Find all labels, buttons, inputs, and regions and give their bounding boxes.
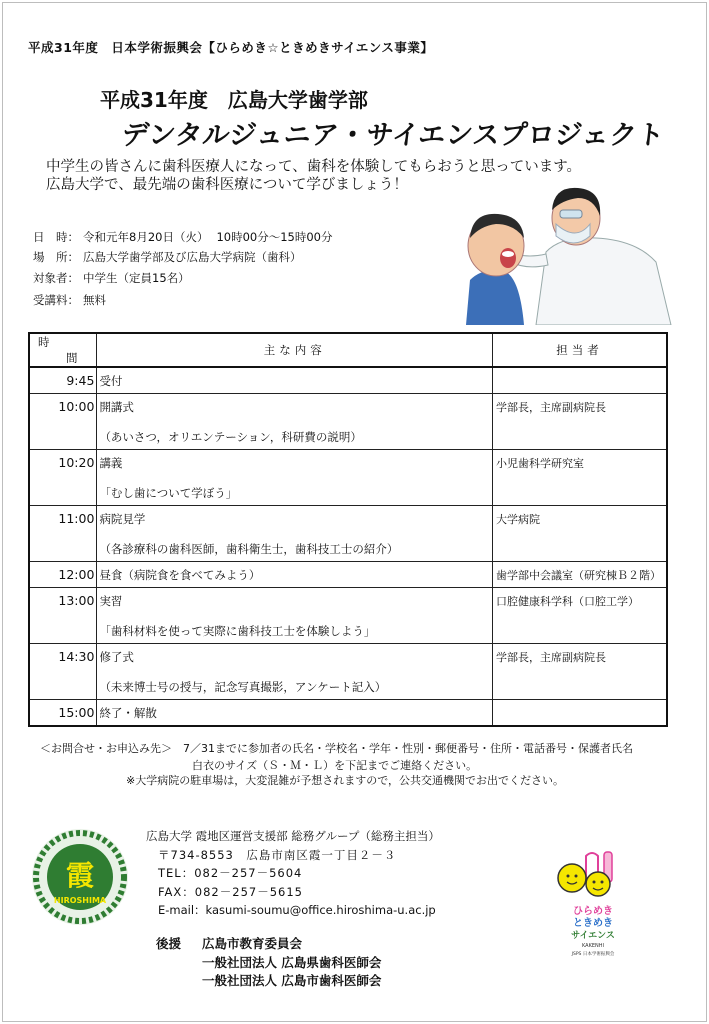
row-staff: 大学病院	[493, 506, 667, 562]
row-staff	[493, 367, 667, 394]
intro-line: 中学生の皆さんに歯科医療人になって、歯科を体験してもらおうと思っています。	[46, 159, 582, 175]
svg-text:ひらめき: ひらめき	[573, 906, 613, 917]
row-time: 14:30	[29, 644, 97, 700]
row-detail: 「むし歯について学ぼう」	[99, 486, 238, 500]
svg-text:KAKENHI: KAKENHI	[581, 943, 605, 949]
page-title: 平成31年度 広島大学歯学部	[100, 88, 368, 112]
row-content: 終了・解散	[97, 700, 493, 727]
hirameki-logo	[548, 848, 638, 958]
svg-text:JSPS 日本学術振興会: JSPS 日本学術振興会	[571, 952, 615, 957]
row-time: 10:00	[29, 394, 97, 450]
office-address: 〒734-8553 広島市南区霞一丁目２－３	[158, 847, 397, 862]
row-detail: （各診療科の歯科医師，歯科衛生士，歯科技工士の紹介）	[99, 542, 399, 556]
place-value: 広島大学歯学部及び広島大学病院（歯科）	[83, 250, 302, 264]
row-staff	[493, 700, 667, 727]
row-detail: （あいさつ，オリエンテーション，科研費の説明）	[99, 430, 362, 444]
table-row	[29, 562, 667, 588]
row-content: 修了式 （未来博士号の授与，記念写真撮影，アンケート記入）	[97, 644, 493, 700]
row-staff: 小児歯科学研究室	[493, 450, 667, 506]
hiroshima-logo	[30, 827, 130, 927]
info-label: 日 時：	[33, 230, 79, 244]
table-row	[29, 367, 667, 394]
info-date	[33, 229, 333, 245]
office-fax: FAX：082－257－5615	[158, 884, 303, 899]
support-org: 一般社団法人 広島県歯科医師会	[202, 954, 382, 970]
contact-instructions	[40, 740, 633, 774]
row-staff: 学部長，主席副病院長	[493, 644, 667, 700]
row-staff: 口腔健康科学科（口腔工学）	[493, 588, 667, 644]
staff-header: 担当者	[493, 333, 667, 367]
table-row	[29, 588, 667, 644]
supporters	[156, 935, 381, 991]
svg-text:ときめき: ときめき	[573, 918, 613, 929]
row-staff: 学部長，主席副病院長	[493, 394, 667, 450]
svg-text:サイエンス: サイエンス	[571, 931, 615, 941]
office-tel: TEL：082－257－5604	[158, 866, 303, 880]
row-content: 昼食（病院食を食べてみよう）	[97, 562, 493, 588]
row-content: 開講式 （あいさつ，オリエンテーション，科研費の説明）	[97, 394, 493, 450]
content-header: 主な内容	[97, 333, 493, 367]
time-header: 時間	[29, 333, 97, 367]
program-header: 平成31年度 日本学術振興会【ひらめき☆ときめきサイエンス事業】	[28, 40, 434, 55]
schedule-header-row	[29, 333, 667, 367]
office-email[interactable]: E-mail：kasumi-soumu@office.hiroshima-u.ac.jp	[158, 903, 436, 917]
support-label: 後援	[156, 936, 182, 951]
row-staff: 歯学部中会議室（研究棟Ｂ２階）	[493, 562, 667, 588]
date-value: 令和元年8月20日（火）	[83, 230, 209, 244]
time-value: 10時00分～15時00分	[216, 230, 333, 244]
svg-text:HIROSHIMA: HIROSHIMA	[53, 896, 107, 905]
info-target	[33, 270, 190, 286]
row-content: 受付	[97, 367, 493, 394]
row-detail: （未来博士号の授与，記念写真撮影，アンケート記入）	[99, 680, 387, 694]
office-name: 広島大学 霞地区運営支援部 総務グループ（総務主担当）	[146, 829, 440, 843]
table-row	[29, 394, 667, 450]
row-content: 講義 「むし歯について学ぼう」	[97, 450, 493, 506]
row-time: 9:45	[29, 367, 97, 394]
row-time: 11:00	[29, 506, 97, 562]
contact-line: 白衣のサイズ（Ｓ・Ｍ・Ｌ）を下記までご連絡ください。	[192, 759, 478, 772]
support-org: 一般社団法人 広島市歯科医師会	[202, 973, 382, 988]
dentist-illustration	[466, 180, 698, 325]
row-time: 13:00	[29, 588, 97, 644]
info-fee	[33, 292, 106, 308]
row-time: 10:20	[29, 450, 97, 506]
table-row	[29, 450, 667, 506]
parking-note: ※大学病院の駐車場は，大変混雑が予想されますので，公共交通機関でお出でください。	[126, 774, 564, 787]
office-contact	[146, 827, 440, 920]
row-detail: 「歯科材料を使って実際に歯科技工士を体験しよう」	[99, 624, 376, 638]
table-row	[29, 506, 667, 562]
row-time: 15:00	[29, 700, 97, 727]
svg-text:霞: 霞	[65, 859, 95, 892]
project-title: デンタルジュニア・サイエンスプロジェクト	[120, 120, 667, 151]
table-row	[29, 644, 667, 700]
target-value: 中学生（定員15名）	[83, 271, 190, 285]
contact-line: ＜お問合せ・お申込み先＞ 7／31までに参加者の氏名・学校名・学年・性別・郵便番号・住所・電話番号・保護者氏名	[40, 742, 633, 755]
info-label: 場 所：	[33, 250, 79, 264]
info-label: 対象者：	[33, 271, 79, 285]
fee-value: 無料	[83, 293, 106, 307]
row-time: 12:00	[29, 562, 97, 588]
schedule-table	[28, 332, 668, 727]
row-content: 病院見学 （各診療科の歯科医師，歯科衛生士，歯科技工士の紹介）	[97, 506, 493, 562]
table-row	[29, 700, 667, 727]
support-org: 広島市教育委員会	[202, 936, 303, 951]
info-place	[33, 249, 302, 265]
info-label: 受講料：	[33, 293, 79, 307]
row-content: 実習 「歯科材料を使って実際に歯科技工士を体験しよう」	[97, 588, 493, 644]
intro-line: 広島大学で、最先端の歯科医療について学びましょう！	[46, 177, 408, 193]
